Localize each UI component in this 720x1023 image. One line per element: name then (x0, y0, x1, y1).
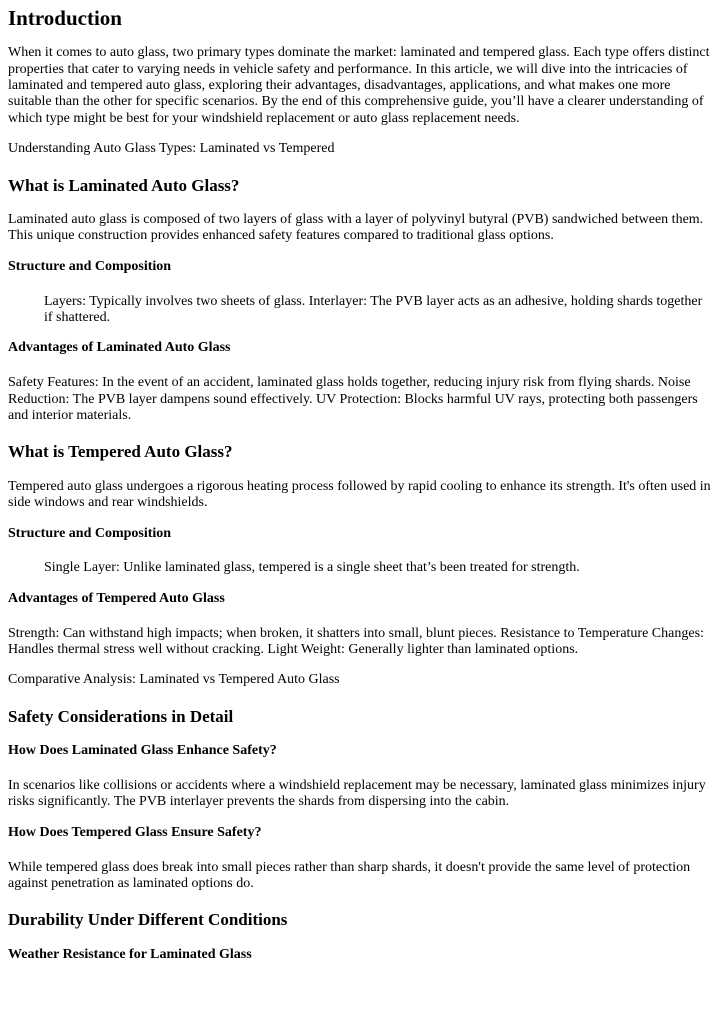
durability-heading: Durability Under Different Conditions (8, 910, 288, 930)
laminated-paragraph: Laminated auto glass is composed of two layers of glass with a layer of polyvinyl butyral (PVB) sandwiched between them. This unique construction provides enhanced safety features compared to traditional glass options. (8, 212, 704, 244)
tempered-safety-text: While tempered glass does break into small pieces rather than sharp shards, it doesn't provide the same level of protection against penetration as laminated options do. (8, 859, 691, 892)
tempered-structure-heading: Structure and Composition (8, 525, 172, 541)
tempered-heading: What is Tempered Auto Glass? (8, 442, 233, 462)
article (0, 6, 720, 964)
laminated-advantages-text: Safety Features: In the event of an accident, laminated glass holds together, reducing injury risk from flying shards. Noise Reduction: The PVB layer dampens sound effectively. UV Protection: Blocks harmful UV rays, protecting both passengers and interior materials. (8, 375, 698, 424)
laminated-safety-heading: How Does Laminated Glass Enhance Safety? (8, 743, 277, 759)
intro-paragraph: When it comes to auto glass, two primary types dominate the market: laminated and tempered glass. Each type offers distinct properties that cater to varying needs in vehicle safety and performance. In this article, we will dive into the intricacies of laminated and tempered auto glass, exploring their advantages, disadvantages, applications, and what makes one more suitable than the other for specific scenarios. By the end of this comprehensive guide, you’ll have a clearer understanding of which type might be best for your windshield replacement or auto glass replacement needs. (8, 45, 710, 126)
section-label-types: Understanding Auto Glass Types: Laminated vs Tempered (8, 141, 335, 157)
laminated-structure-heading: Structure and Composition (8, 258, 172, 274)
tempered-paragraph: Tempered auto glass undergoes a rigorous heating process followed by rapid cooling to enhance its strength. It's often used in side windows and rear windshields. (8, 478, 711, 511)
safety-heading: Safety Considerations in Detail (8, 706, 234, 726)
intro-heading: Introduction (8, 6, 122, 30)
tempered-structure-text: Single Layer: Unlike laminated glass, tempered is a single sheet that’s been treated for strength. (44, 560, 580, 576)
laminated-heading: What is Laminated Auto Glass? (8, 175, 240, 195)
section-label-comparative: Comparative Analysis: Laminated vs Tempered Auto Glass (8, 672, 340, 688)
laminated-safety-text: In scenarios like collisions or accidents where a windshield replacement may be necessary, laminated glass minimizes injury risks significantly. The PVB interlayer prevents the shards from dispersing into the cabin. (8, 778, 706, 810)
weather-resistance-heading: Weather Resistance for Laminated Glass (8, 946, 252, 962)
laminated-structure-text: Layers: Typically involves two sheets of glass. Interlayer: The PVB layer acts as an adhesive, holding shards together if shattered. (44, 293, 703, 326)
tempered-advantages-heading: Advantages of Tempered Auto Glass (8, 590, 225, 606)
tempered-safety-heading: How Does Tempered Glass Ensure Safety? (8, 824, 262, 840)
laminated-advantages-heading: Advantages of Laminated Auto Glass (8, 340, 231, 356)
tempered-advantages-text: Strength: Can withstand high impacts; when broken, it shatters into small, blunt pieces. Resistance to Temperature Changes: Handles thermal stress well without cracking. Light Weight: Generally lighter than laminated options. (8, 625, 704, 658)
